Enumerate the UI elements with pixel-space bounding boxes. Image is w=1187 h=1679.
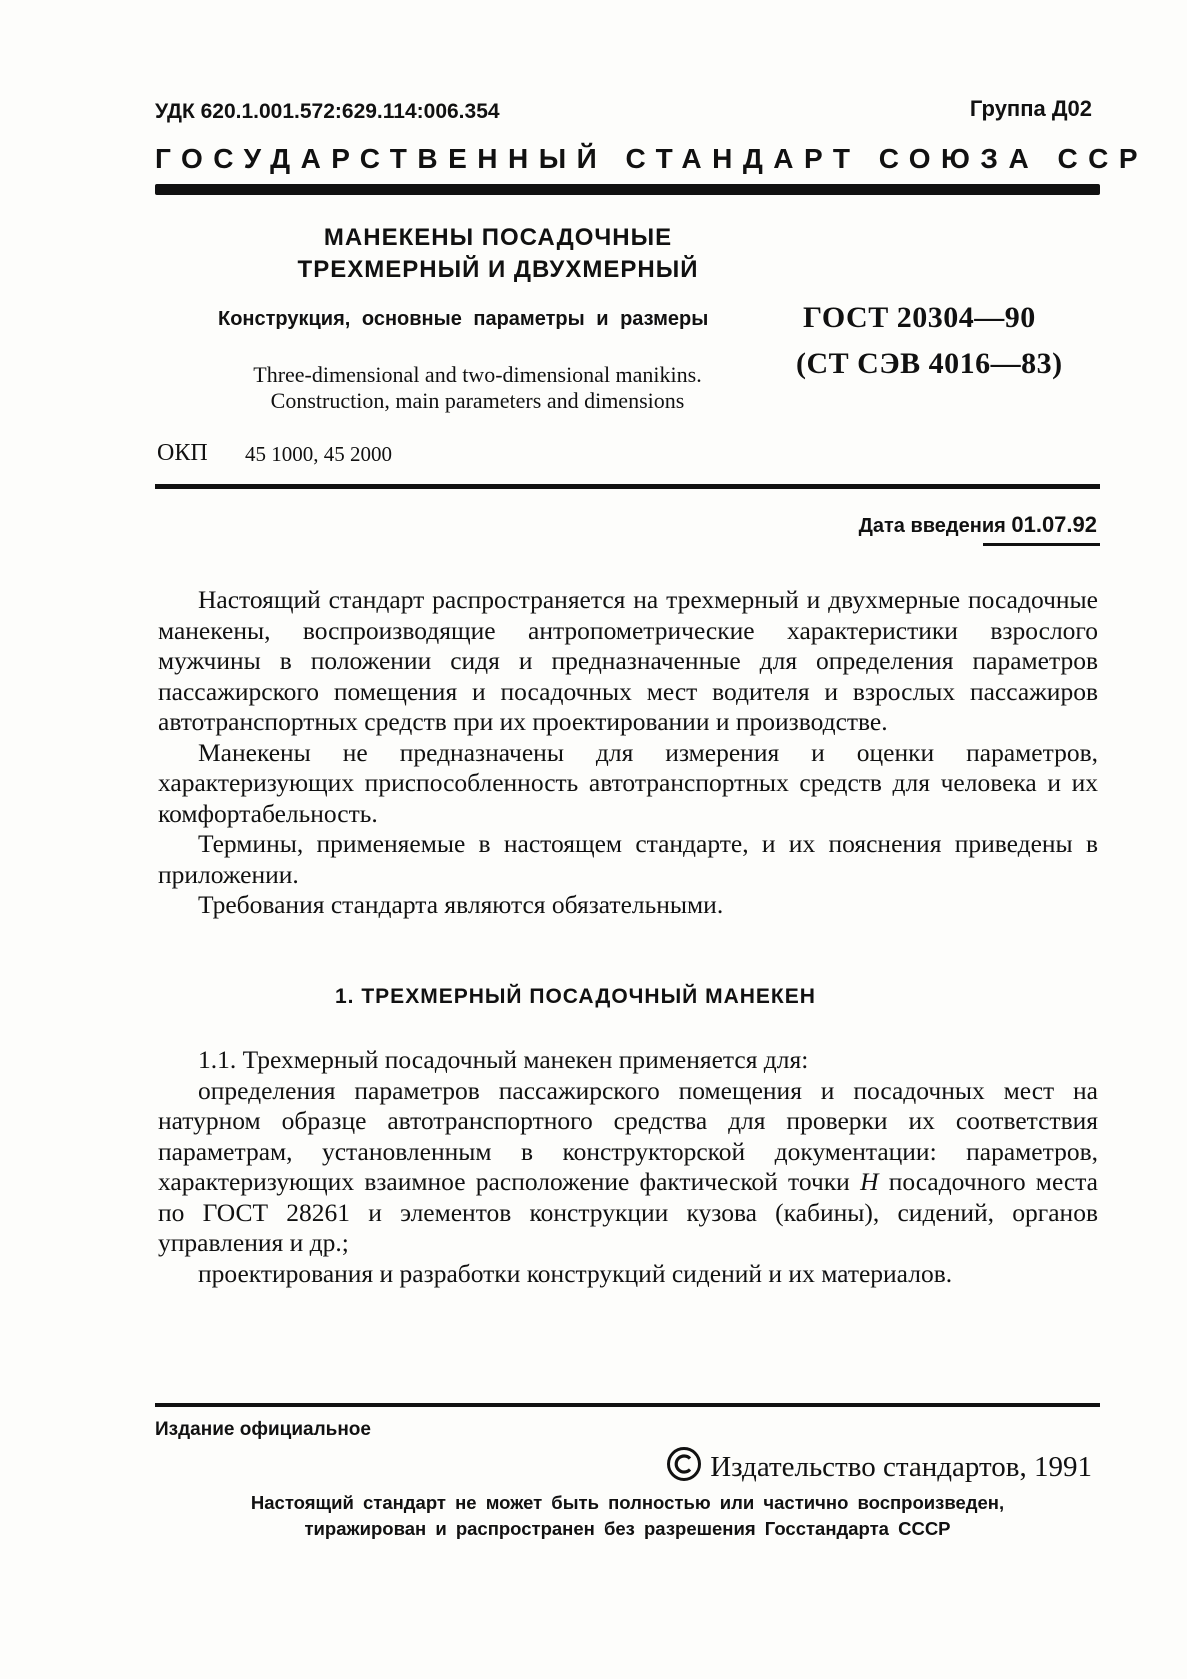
english-title	[200, 362, 755, 414]
top-rule	[155, 184, 1100, 195]
notice-line-1: Настоящий стандарт не может быть полностью или частично воспроизведен,	[250, 1492, 1005, 1513]
body-paragraph: Требования стандарта являются обязательными.	[198, 890, 724, 919]
point-h-symbol: H	[860, 1167, 879, 1196]
designation-block	[796, 295, 1063, 387]
okp-codes: 45 1000, 45 2000	[245, 442, 392, 466]
official-edition-label: Издание официальное	[155, 1419, 371, 1440]
st-sev-number: (СТ СЭВ 4016—83)	[796, 347, 1063, 380]
body-paragraph: Термины, применяемые в настоящем стандарте, и их пояснения приведены в приложении.	[158, 829, 1098, 889]
intro-body	[158, 585, 1098, 921]
clause-item-1-part-1: определения параметров пассажирского помещения и посадочных мест на натурном образце автотранспортного средства для проверки их соответствия параметрам, установленным в конструкторской документации: параметров, характеризующих взаимное расположение фактической точки	[158, 1075, 1098, 1196]
intro-date-label: Дата введения	[858, 515, 1006, 537]
section-1-heading: 1. ТРЕХМЕРНЫЙ ПОСАДОЧНЫЙ МАНЕКЕН	[335, 985, 816, 1008]
title-line-2: ТРЕХМЕРНЫЙ И ДВУХМЕРНЫЙ	[297, 256, 699, 283]
middle-rule	[155, 484, 1100, 489]
udk-code: УДК 620.1.001.572:629.114:006.354	[155, 100, 500, 123]
okp-label: ОКП	[157, 440, 208, 466]
intro-date	[859, 512, 1097, 538]
english-title-line-2: Construction, main parameters and dimensions	[270, 388, 685, 413]
copyright-icon	[666, 1446, 702, 1482]
document-subtitle: Конструкция, основные параметры и размеры	[218, 308, 709, 330]
clause-item-1-part-2: посадочного места по ГОСТ 28261 и элементов конструкции кузова (кабины), сидений, органов управления и др.;	[158, 1167, 1098, 1257]
english-title-line-1: Three-dimensional and two-dimensional manikins.	[253, 362, 702, 387]
clause-item-2: проектирования и разработки конструкций сидений и их материалов.	[198, 1258, 953, 1288]
body-paragraph: Манекены не предназначены для измерения и оценки параметров, характеризующих приспособленность автотранспортных средств для человека и их комфортабельность.	[158, 737, 1098, 828]
notice-line-2: тиражирован и распространен без разрешения Госстандарта СССР	[304, 1518, 951, 1539]
intro-date-value: 01.07.92	[1011, 512, 1097, 537]
clause-item-1	[158, 1076, 1098, 1259]
copyright-line	[666, 1446, 1092, 1484]
copyright-text: Издательство стандартов, 1991	[710, 1451, 1092, 1483]
document-title	[278, 222, 718, 286]
section-1-body	[158, 1045, 1098, 1289]
gost-number: ГОСТ 20304—90	[803, 301, 1036, 334]
state-standard-heading: ГОСУДАРСТВЕННЫЙ СТАНДАРТ СОЮЗА ССР	[155, 143, 1149, 174]
title-line-1: МАНЕКЕНЫ ПОСАДОЧНЫЕ	[323, 224, 673, 251]
group-code: Группа Д02	[969, 96, 1092, 121]
body-paragraph: Настоящий стандарт распространяется на трехмерный и двухмерные посадочные манекены, воспроизводящие антропометрические характеристики взрослого мужчины в положении сидя и предназначенные для определения параметров пассажирского помещения и посадочных мест водителя и взрослых пассажиров автотранспортных средств при их проектировании и производстве.	[158, 585, 1098, 736]
reproduction-notice	[155, 1490, 1100, 1542]
clause-1-1: 1.1. Трехмерный посадочный манекен применяется для:	[198, 1045, 809, 1074]
date-underline	[983, 543, 1100, 546]
bottom-rule	[155, 1403, 1100, 1407]
